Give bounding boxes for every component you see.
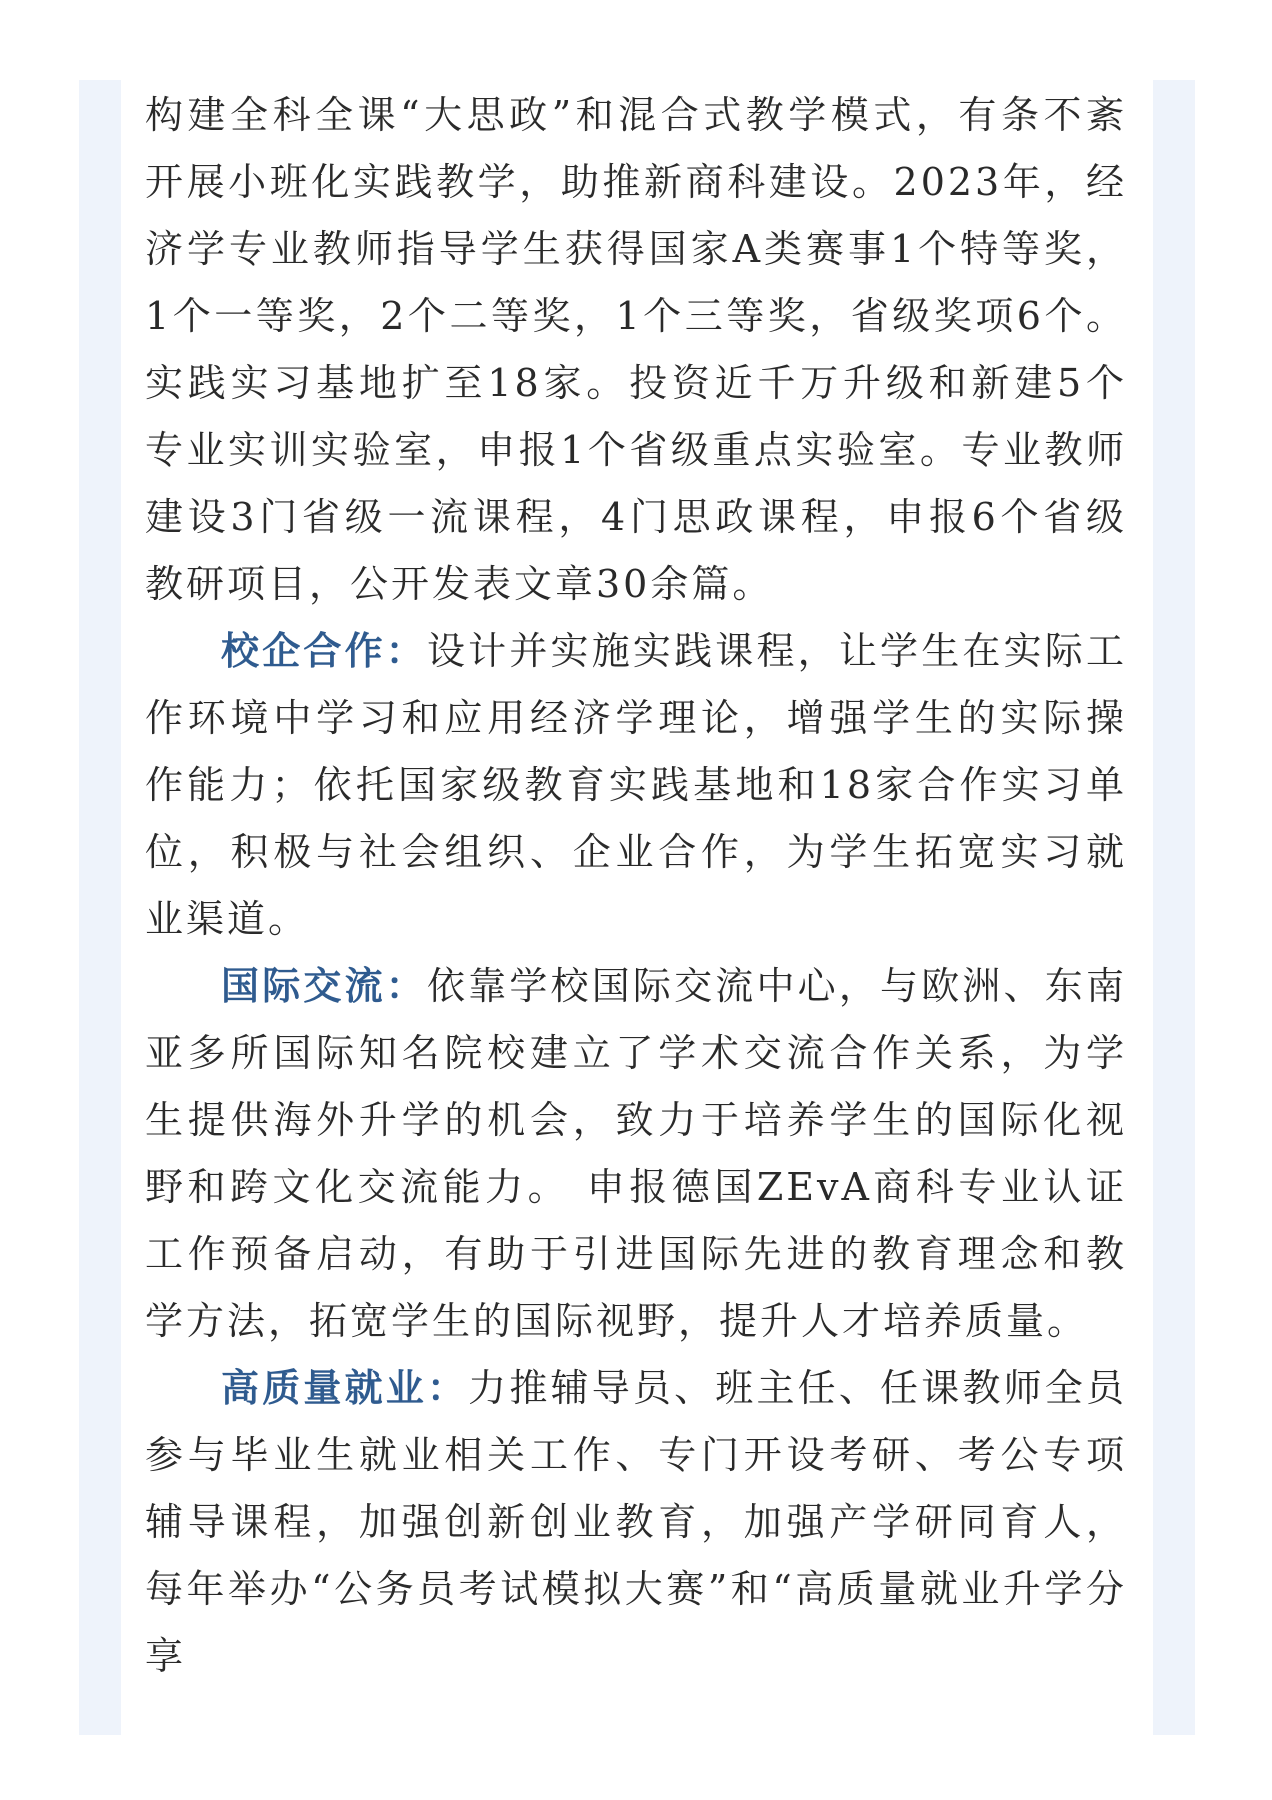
section-heading-international: 国际交流： [221,964,427,1008]
section-heading-cooperation: 校企合作： [221,629,427,673]
section-heading-employment: 高质量就业： [221,1366,469,1410]
paragraph-text: 依靠学校国际交流中心，与欧洲、东南亚多所国际知名院校建立了学术交流合作关系，为学生提供海外升学的机会，致力于培养学生的国际化视野和跨文化交流能力。 申报德国ZEvA商科专业认证工作预备启动，有助于引进国际先进的教育理念和教学方法，拓宽学生的国际视野，提升人才培养质量。 [145,964,1127,1343]
right-decorative-band [1153,80,1195,1735]
paragraph-school-enterprise-cooperation [145,618,1127,953]
paragraph-text: 构建全科全课“大思政”和混合式教学模式，有条不紊开展小班化实践教学，助推新商科建设。2023年，经济学专业教师指导学生获得国家A类赛事1个特等奖，1个一等奖，2个二等奖，1个三等奖，省级奖项6个。实践实习基地扩至18家。投资近千万升级和新建5个专业实训实验室，申报1个省级重点实验室。专业教师建设3门省级一流课程，4门思政课程，申报6个省级教研项目，公开发表文章30余篇。 [145,93,1127,606]
paragraph-high-quality-employment [145,1355,1127,1690]
document-body [145,82,1127,1690]
paragraph-teaching-reform [145,82,1127,618]
paragraph-text: 力推辅导员、班主任、任课教师全员参与毕业生就业相关工作、专门开设考研、考公专项辅导课程，加强创新创业教育，加强产学研同育人，每年举办“公务员考试模拟大赛”和“高质量就业升学分享 [145,1366,1127,1678]
paragraph-text: 设计并实施实践课程，让学生在实际工作环境中学习和应用经济学理论，增强学生的实际操作能力；依托国家级教育实践基地和18家合作实习单位，积极与社会组织、企业合作，为学生拓宽实习就业渠道。 [145,629,1127,941]
left-decorative-band [79,80,121,1735]
paragraph-international-exchange [145,953,1127,1355]
